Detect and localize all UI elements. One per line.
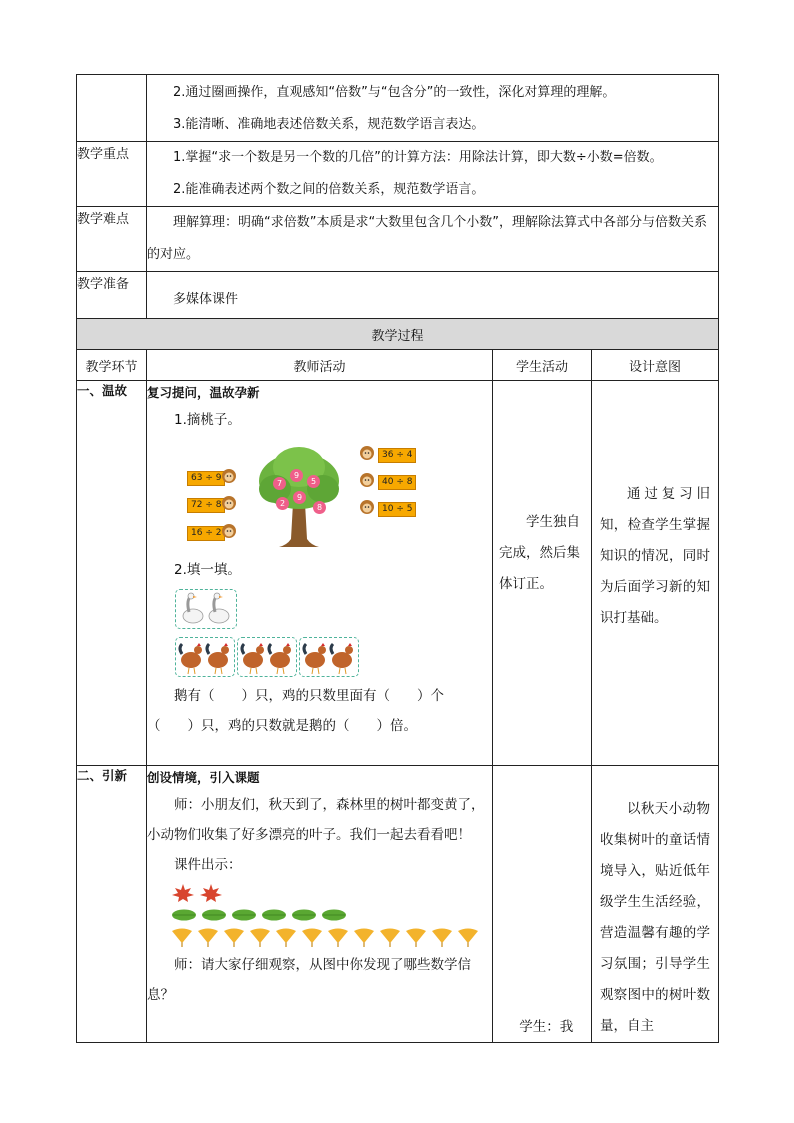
key-point-1: 1.掌握“求一个数是另一个数的几倍”的计算方法：用除法计算，即大数÷小数=倍数。: [173, 150, 663, 165]
monkey-icon: [221, 523, 237, 541]
green-leaf-icon: [291, 908, 317, 922]
peach: 7: [273, 477, 286, 490]
stage1-design-text: 通过复习旧知，检查学生掌握知识的情况，同时为后面学习新的知识打基础。: [600, 486, 711, 626]
process-title-row: [77, 319, 719, 350]
card-left-1: 63 ÷ 9: [187, 471, 225, 486]
ginkgo-leaf-icon: [405, 927, 427, 947]
header-design: 设计意图: [592, 350, 719, 381]
stage2-name: 二、引新: [77, 766, 147, 1043]
stage2-p2: 课件出示：: [174, 857, 242, 873]
ginkgo-leaf-icon: [353, 927, 375, 947]
stage2-p3: 师：请大家仔细观察，从图中你发现了哪些数学信息？: [147, 957, 471, 1003]
goose-icon: [176, 590, 236, 628]
goal-3: 3.能清晰、准确地表述倍数关系，规范数学语言表达。: [173, 117, 485, 132]
peach: 5: [307, 475, 320, 488]
ginkgo-leaf-icon: [379, 927, 401, 947]
stage1-design: [592, 381, 719, 766]
difficulty-row: [77, 207, 719, 272]
geese-group: [175, 589, 237, 629]
peach-tree-figure: [147, 435, 492, 555]
card-right-3: 10 ÷ 5: [378, 502, 416, 517]
stage1-teacher: [147, 381, 493, 766]
peach: 2: [276, 497, 289, 510]
header-student: 学生活动: [493, 350, 592, 381]
ginkgo-leaf-icon: [249, 927, 271, 947]
monkey-icon: [221, 468, 237, 486]
ginkgo-leaf-icon: [301, 927, 323, 947]
key-point-2: 2.能准确表述两个数之间的倍数关系，规范数学语言。: [173, 182, 485, 197]
preparation-label: 教学准备: [77, 272, 147, 319]
peach: 9: [290, 469, 303, 482]
stage2-p1: 师：小朋友们，秋天到了，森林里的树叶都变黄了，小动物们收集了好多漂亮的叶子。我们一起去看看吧！: [147, 797, 485, 843]
ginkgo-row: [171, 926, 492, 948]
chicken-icon: [300, 638, 358, 676]
key-points-row: [77, 142, 719, 207]
monkey-icon: [359, 472, 375, 490]
ginkgo-leaf-icon: [171, 927, 193, 947]
chickens-group-1: [175, 637, 235, 677]
stage2-design-text: 以秋天小动物收集树叶的童话情境导入，贴近低年级学生生活经验，营造温馨有趣的学习氛围；引导学生观察图中的树叶数量，自主: [600, 801, 711, 1034]
key-points-label: 教学重点: [77, 142, 147, 207]
leaves-figure: [147, 880, 492, 950]
header-teacher: 教师活动: [147, 350, 493, 381]
stage1-heading: 复习提问，温故孕新: [147, 385, 260, 400]
preparation-text: 多媒体课件: [173, 292, 239, 307]
ginkgo-leaf-icon: [275, 927, 297, 947]
fill-line-1: 鹅有（ ）只，鸡的只数里面有（ ）个: [174, 688, 444, 704]
task-2: 2.填一填。: [174, 562, 241, 578]
stage1-row: [77, 381, 719, 766]
peach: 9: [293, 491, 306, 504]
stage2-teacher: [147, 766, 493, 1043]
key-points-cell: [147, 142, 719, 207]
stage2-student: [493, 766, 592, 1043]
process-title: 教学过程: [77, 319, 719, 350]
ginkgo-leaf-icon: [457, 927, 479, 947]
monkey-icon: [221, 495, 237, 513]
maple-leaf-icon: [199, 883, 223, 903]
chicken-icon: [176, 638, 234, 676]
stage1-name: 一、温故: [77, 381, 147, 766]
stage2-row: [77, 766, 719, 1043]
chickens-group-2: [237, 637, 297, 677]
fill-line-2: （ ）只，鸡的只数就是鹅的（ ）倍。: [147, 718, 417, 734]
process-header-row: [77, 350, 719, 381]
card-left-2: 72 ÷ 8: [187, 498, 225, 513]
lesson-plan-table: [76, 74, 719, 1043]
peach: 8: [313, 501, 326, 514]
stage2-student-text: 学生：我: [519, 1019, 574, 1035]
difficulty-text: 理解算理：明确“求倍数”本质是求“大数里包含几个小数”，理解除法算式中各部分与倍数关系的对应。: [147, 215, 707, 262]
goals-cell: [147, 75, 719, 142]
header-stage: 教学环节: [77, 350, 147, 381]
ginkgo-leaf-icon: [223, 927, 245, 947]
green-leaf-icon: [321, 908, 347, 922]
ginkgo-leaf-icon: [431, 927, 453, 947]
ginkgo-leaf-icon: [197, 927, 219, 947]
green-leaf-icon: [171, 908, 197, 922]
difficulty-label: 教学难点: [77, 207, 147, 272]
green-leaf-icon: [261, 908, 287, 922]
ginkgo-leaf-icon: [327, 927, 349, 947]
stage1-student: [493, 381, 592, 766]
stage2-design: [592, 766, 719, 1043]
monkey-icon: [359, 445, 375, 463]
card-right-1: 36 ÷ 4: [378, 448, 416, 463]
monkey-icon: [359, 499, 375, 517]
maple-leaf-icon: [171, 883, 195, 903]
stage2-heading: 创设情境，引入课题: [147, 770, 260, 785]
geese-chickens-figure: [147, 589, 492, 681]
goals-label-cell: [77, 75, 147, 142]
card-right-2: 40 ÷ 8: [378, 475, 416, 490]
maple-row: [171, 882, 492, 904]
chickens-group-3: [299, 637, 359, 677]
green-leaf-icon: [201, 908, 227, 922]
task-1: 1.摘桃子。: [174, 412, 241, 428]
preparation-cell: [147, 272, 719, 319]
goals-row: [77, 75, 719, 142]
green-leaf-row: [171, 904, 492, 926]
card-left-3: 16 ÷ 2: [187, 526, 225, 541]
difficulty-cell: [147, 207, 719, 272]
preparation-row: [77, 272, 719, 319]
green-leaf-icon: [231, 908, 257, 922]
chicken-icon: [238, 638, 296, 676]
goal-2: 2.通过圈画操作，直观感知“倍数”与“包含分”的一致性，深化对算理的理解。: [173, 85, 616, 100]
stage1-student-text: 学生独自完成，然后集体订正。: [499, 514, 580, 592]
